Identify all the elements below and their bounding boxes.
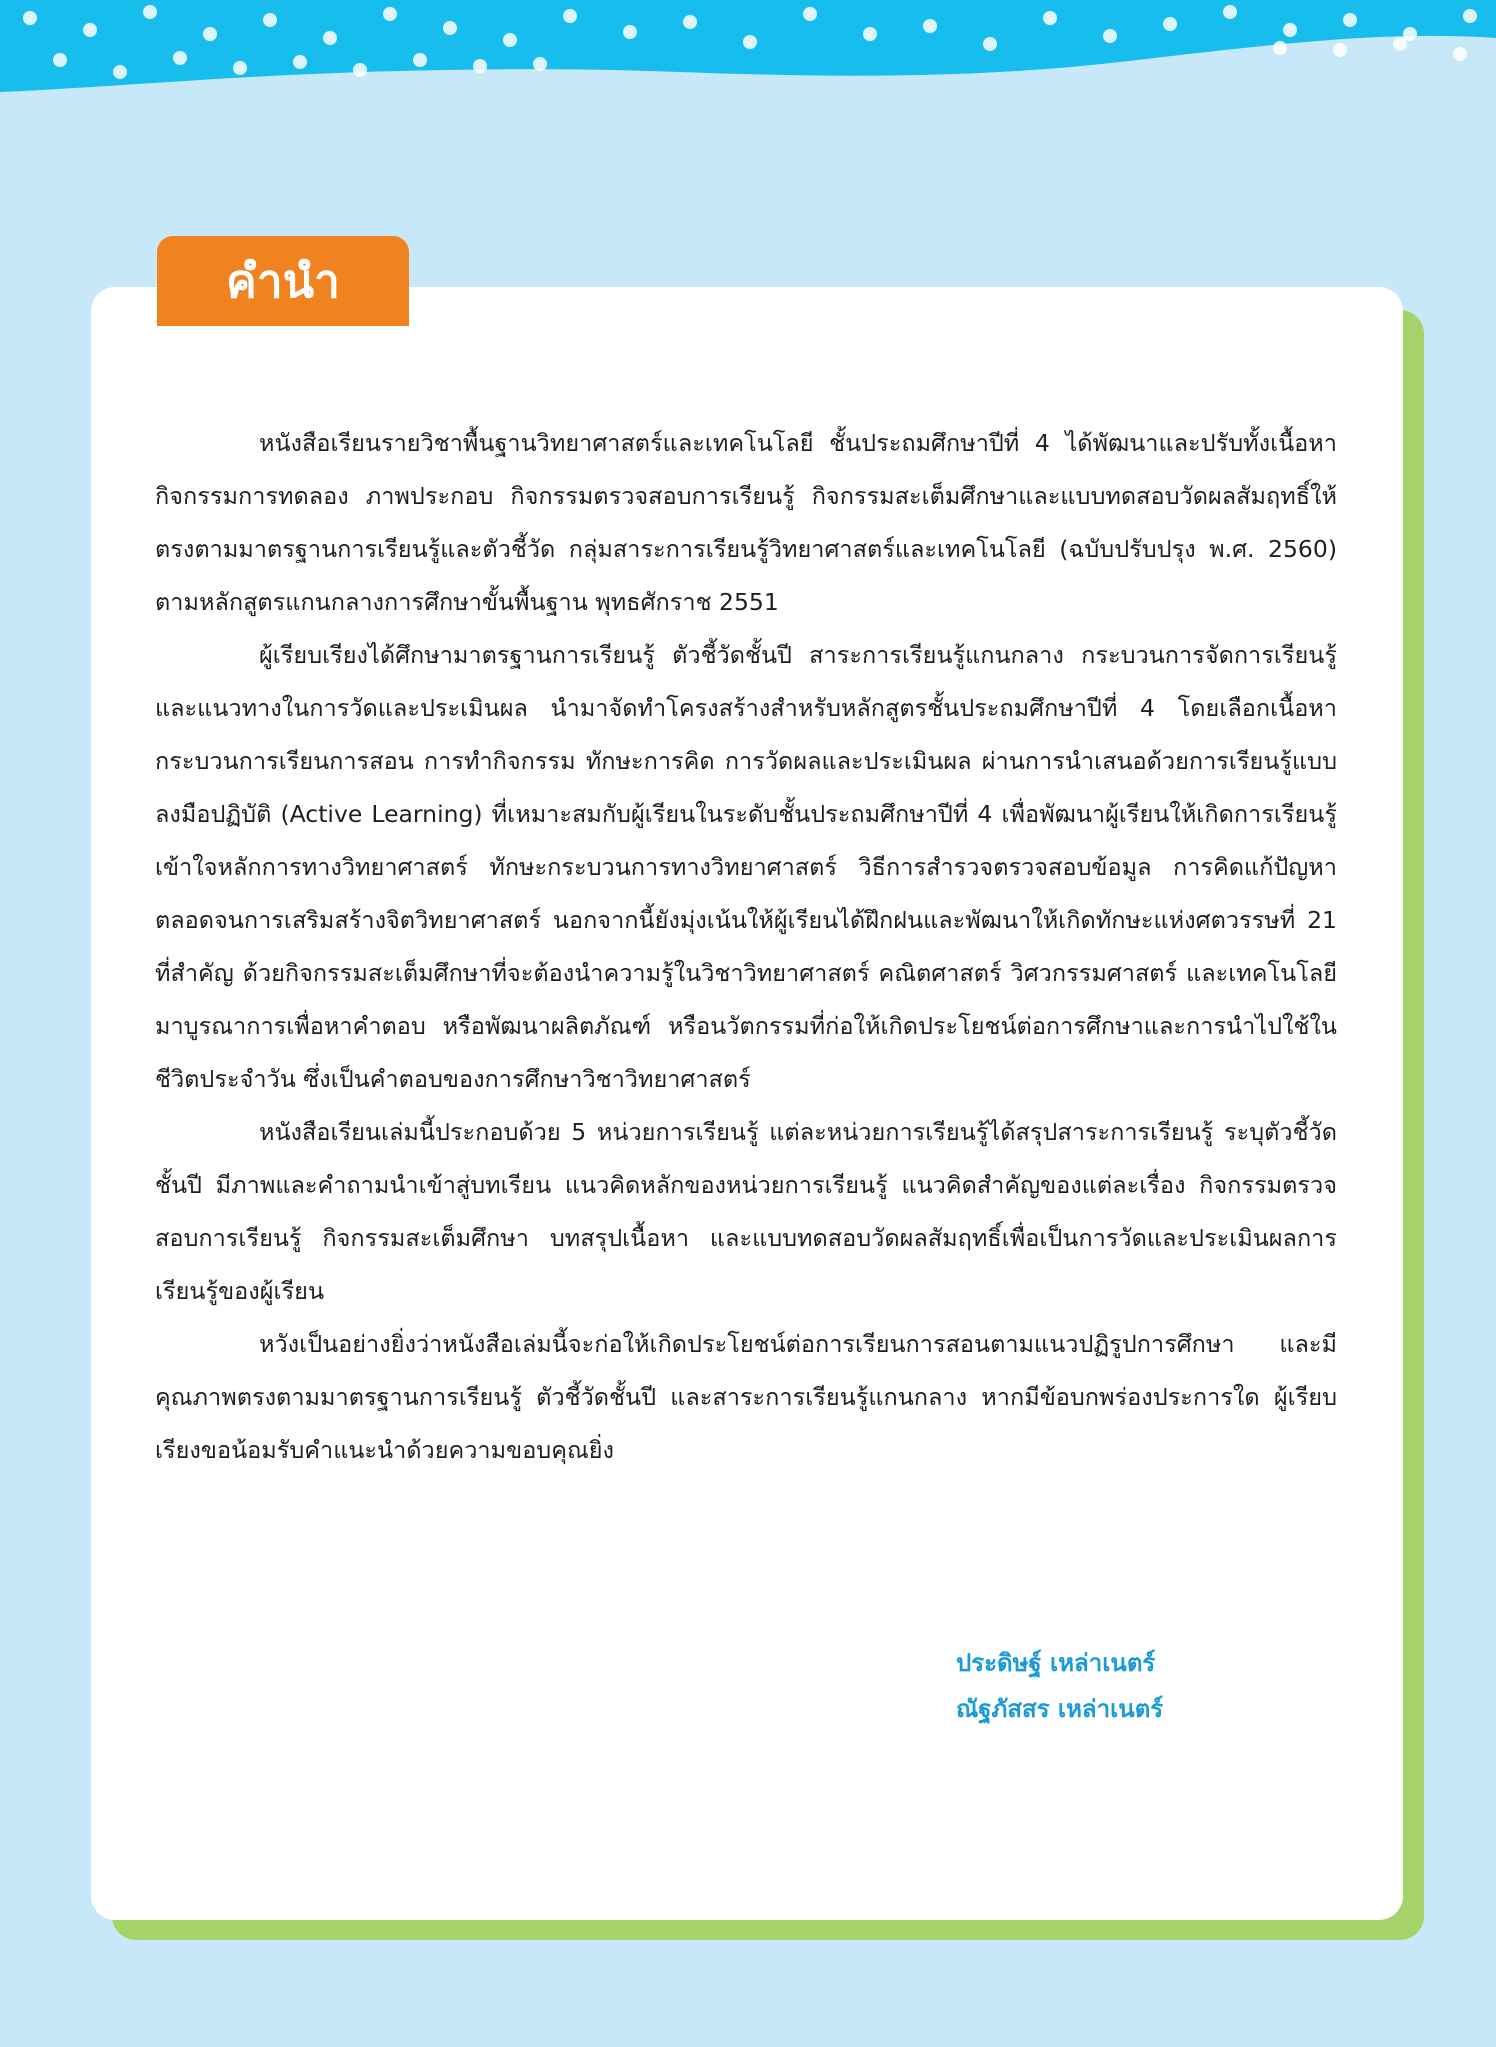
banner-dot (263, 13, 277, 27)
paragraph-1: หนังสือเรียนรายวิชาพื้นฐานวิทยาศาสตร์และเทคโนโลยี ชั้นประถมศึกษาปีที่ 4 ได้พัฒนาและปรับทั้งเนื้อหา กิจกรรมการทดลอง ภาพประกอบ กิจกรรมตรวจสอบการเรียนรู้ กิจกรรมสะเต็มศึกษาและแบบทดสอบวัดผลสัมฤทธิ์ให้ตรงตามมาตรฐานการเรียนรู้และตัวชี้วัด กลุ่มสาระการเรียนรู้วิทยาศาสตร์และเทคโนโลยี (ฉบับปรับปรุง พ.ศ. 2560) ตามหลักสูตรแกนกลางการศึกษาขั้นพื้นฐาน พุทธศักราช 2551 (155, 429, 1337, 616)
banner-dot (1343, 13, 1357, 27)
banner-dot (473, 59, 487, 73)
banner-dot (683, 15, 697, 29)
banner-dot (743, 35, 757, 49)
author-name: ประดิษฐ์ เหล่าเนตร์ (956, 1649, 1156, 1677)
banner-dot (293, 55, 307, 69)
banner-dot (413, 53, 427, 67)
paragraph-3: หนังสือเรียนเล่มนี้ประกอบด้วย 5 หน่วยการเรียนรู้ แต่ละหน่วยการเรียนรู้ได้สรุปสาระการเรียนรู้ ระบุตัวชี้วัดชั้นปี มีภาพและคำถามนำเข้าสู่บทเรียน แนวคิดหลักของหน่วยการเรียนรู้ แนวคิดสำคัญของแต่ละเรื่อง กิจกรรมตรวจสอบการเรียนรู้ กิจกรรมสะเต็มศึกษา บทสรุปเนื้อหา และแบบทดสอบวัดผลสัมฤทธิ์เพื่อเป็นการวัดและประเมินผลการเรียนรู้ของผู้เรียน (155, 1118, 1337, 1305)
dotted-wave-decoration (0, 0, 1496, 100)
banner-dot (803, 7, 817, 21)
banner-dot (23, 11, 37, 25)
banner-dot (353, 63, 367, 77)
banner-dot (383, 7, 397, 21)
banner-dot (1043, 11, 1057, 25)
banner-dot (1273, 41, 1287, 55)
banner-dot (983, 37, 997, 51)
banner-dot (1393, 37, 1407, 51)
banner-dot (83, 23, 97, 37)
foreword-body (155, 417, 1337, 1477)
banner-dot (1333, 43, 1347, 57)
banner-dot (1463, 9, 1477, 23)
banner-dot (1223, 5, 1237, 19)
banner-dot (863, 27, 877, 41)
banner-dot (1103, 29, 1117, 43)
banner-dot (503, 33, 517, 47)
author-signatures (956, 1640, 1163, 1732)
banner-dot (923, 19, 937, 33)
page-title: คำนำ (157, 236, 409, 326)
banner-dot (53, 53, 67, 67)
banner-dot (113, 65, 127, 79)
banner-dot (203, 27, 217, 41)
banner-dot (143, 5, 157, 19)
banner-dot (1403, 27, 1417, 41)
banner-dot (563, 9, 577, 23)
author-name: ณัฐภัสสร เหล่าเนตร์ (956, 1695, 1164, 1723)
top-wave-banner (0, 0, 1496, 100)
paragraph-4: หวังเป็นอย่างยิ่งว่าหนังสือเล่มนี้จะก่อให้เกิดประโยชน์ต่อการเรียนการสอนตามแนวปฏิรูปการศึกษา และมีคุณภาพตรงตามมาตรฐานการเรียนรู้ ตัวชี้วัดชั้นปี และสาระการเรียนรู้แกนกลาง หากมีข้อบกพร่องประการใด ผู้เรียบเรียงขอน้อมรับคำแนะนำด้วยความขอบคุณยิ่ง (155, 1330, 1337, 1464)
banner-dot (323, 31, 337, 45)
banner-dot (1283, 23, 1297, 37)
banner-dot (533, 57, 547, 71)
paragraph-2: ผู้เรียบเรียงได้ศึกษามาตรฐานการเรียนรู้ ตัวชี้วัดชั้นปี สาระการเรียนรู้แกนกลาง กระบวนการจัดการเรียนรู้ และแนวทางในการวัดและประเมินผล นำมาจัดทำโครงสร้างสำหรับหลักสูตรชั้นประถมศึกษาปีที่ 4 โดยเลือกเนื้อหา กระบวนการเรียนการสอน การทำกิจกรรม ทักษะการคิด การวัดผลและประเมินผล ผ่านการนำเสนอด้วยการเรียนรู้แบบลงมือปฏิบัติ (Active Learning) ที่เหมาะสมกับผู้เรียนในระดับชั้นประถมศึกษาปีที่ 4 เพื่อพัฒนาผู้เรียนให้เกิดการเรียนรู้ เข้าใจหลักการทางวิทยาศาสตร์ ทักษะกระบวนการทางวิทยาศาสตร์ วิธีการสำรวจตรวจสอบข้อมูล การคิดแก้ปัญหาตลอดจนการเสริมสร้างจิตวิทยาศาสตร์ นอกจากนี้ยังมุ่งเน้นให้ผู้เรียนได้ฝึกฝนและพัฒนาให้เกิดทักษะแห่งศตวรรษที่ 21 ที่สำคัญ ด้วยกิจกรรมสะเต็มศึกษาที่จะต้องนำความรู้ในวิชาวิทยาศาสตร์ คณิตศาสตร์ วิศวกรรมศาสตร์ และเทคโนโลยี มาบูรณาการเพื่อหาคำตอบ หรือพัฒนาผลิตภัณฑ์ หรือนวัตกรรมที่ก่อให้เกิดประโยชน์ต่อการศึกษาและการนำไปใช้ในชีวิตประจำวัน ซึ่งเป็นคำตอบของการศึกษาวิชาวิทยาศาสตร์ (155, 641, 1337, 1093)
banner-dot (173, 51, 187, 65)
banner-dot (623, 25, 637, 39)
banner-dot (443, 21, 457, 35)
banner-dot (1163, 17, 1177, 31)
banner-dot (233, 61, 247, 75)
banner-dot (1453, 47, 1467, 61)
